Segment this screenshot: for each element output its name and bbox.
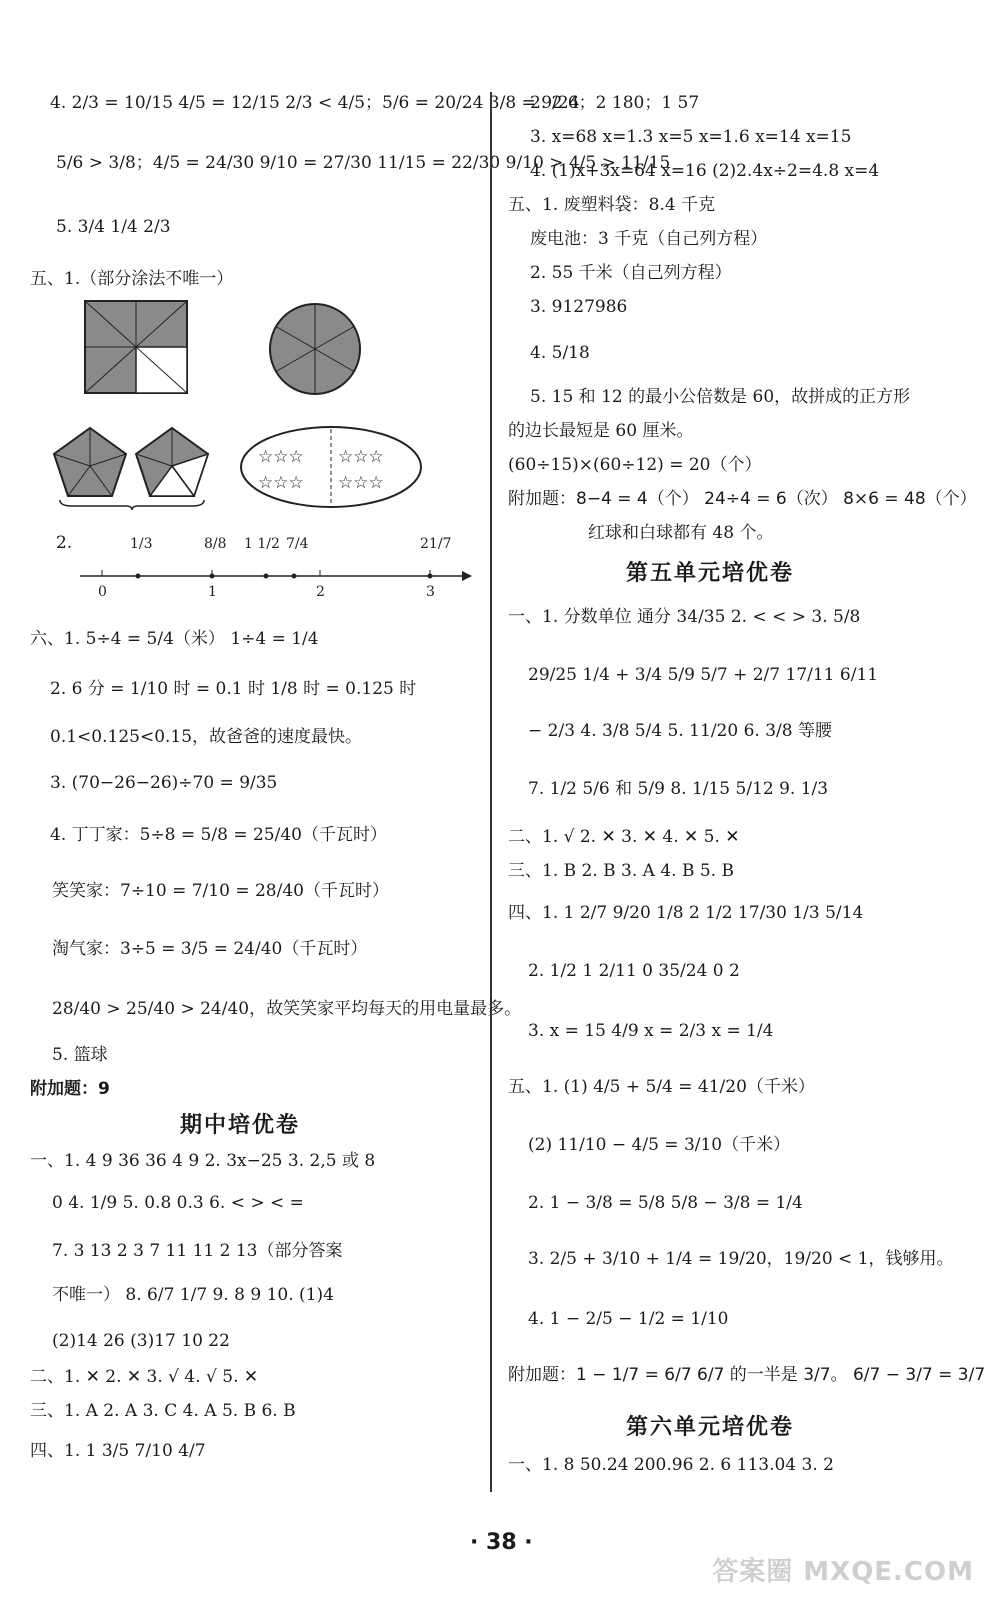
mark-1-1-2: 1 1/2 xyxy=(244,536,280,552)
answer-line: − 2/3 4. 3/8 5/4 5. 11/20 6. 3/8 等腰 xyxy=(528,721,832,741)
answer-line: 五、1. 废塑料袋：8.4 千克 xyxy=(508,195,716,215)
star-row: ☆☆☆ xyxy=(338,447,384,467)
answer-line: 5/6 > 3/8；4/5 = 24/30 9/10 = 27/30 11/15 = 22/30 9/10 > 4/5 > 11/15 xyxy=(56,153,671,173)
mark-1-3: 1/3 xyxy=(130,536,153,552)
answer-line: 3. x=68 x=1.3 x=5 x=1.6 x=14 x=15 xyxy=(530,127,852,147)
answer-line: 2. 1 − 3/8 = 5/8 5/8 − 3/8 = 1/4 xyxy=(528,1193,803,1213)
page-number: · 38 · xyxy=(470,1530,533,1555)
section-heading-unit5: 第五单元培优卷 xyxy=(626,561,795,586)
bonus-answer: 附加题：8−4 = 4（个） 24÷4 = 6（次） 8×6 = 48（个） xyxy=(508,489,977,509)
shaded-circle-figure xyxy=(266,302,364,396)
answer-line: (60÷15)×(60÷12) = 20（个） xyxy=(508,455,762,475)
answer-line: 二、1. ✕ 2. ✕ 3. √ 4. √ 5. ✕ xyxy=(30,1367,259,1387)
star-row: ☆☆☆ xyxy=(258,447,304,467)
answer-line: 3. (70−26−26)÷70 = 9/35 xyxy=(50,773,278,793)
watermark-logo: 答案圈 MXQE.COM xyxy=(712,1557,974,1587)
answer-line: 四、1. 1 3/5 7/10 4/7 xyxy=(30,1441,206,1461)
shaded-pentagons-figure xyxy=(52,424,222,510)
answer-line: 三、1. A 2. A 3. C 4. A 5. B 6. B xyxy=(30,1401,296,1421)
answer-line: 淘气家：3÷5 = 3/5 = 24/40（千瓦时） xyxy=(52,939,368,959)
answer-line: 的边长最短是 60 厘米。 xyxy=(508,421,694,441)
answer-line: 一、1. 4 9 36 36 4 9 2. 3x−25 3. 2,5 或 8 xyxy=(30,1151,376,1171)
tick-label-0: 0 xyxy=(98,584,107,600)
answer-line: 四、1. 1 2/7 9/20 1/8 2 1/2 17/30 1/3 5/14 xyxy=(508,903,864,923)
answer-line: 5. 篮球 xyxy=(52,1045,108,1065)
answer-line: 29/25 1/4 + 3/4 5/9 5/7 + 2/7 17/11 6/11 xyxy=(528,665,879,685)
shaded-square-figure xyxy=(84,300,188,394)
column-divider xyxy=(490,92,492,1492)
star-row: ☆☆☆ xyxy=(338,473,384,493)
star-row: ☆☆☆ xyxy=(258,473,304,493)
answer-line: 二、1. √ 2. ✕ 3. ✕ 4. ✕ 5. ✕ xyxy=(508,827,740,847)
answer-line: 一、1. 分数单位 通分 34/35 2. < < > 3. 5/8 xyxy=(508,607,861,627)
answer-line: 废电池：3 千克（自己列方程） xyxy=(530,229,768,249)
answer-line: 2. 6 分 = 1/10 时 = 0.1 时 1/8 时 = 0.125 时 xyxy=(50,679,417,699)
answer-line: 红球和白球都有 48 个。 xyxy=(588,523,774,543)
numline-label: 2. xyxy=(56,533,73,553)
answer-line: 0 4. 1/9 5. 0.8 0.3 6. < > < = xyxy=(52,1193,304,1213)
answer-line: 4. 2/3 = 10/15 4/5 = 12/15 2/3 < 4/5；5/6 = 20/24 3/8 = 9/24 xyxy=(50,93,580,113)
section-title: 五、1.（部分涂法不唯一） xyxy=(30,269,234,289)
mark-21-7: 21/7 xyxy=(420,536,452,552)
answer-line: 4. 丁丁家：5÷8 = 5/8 = 25/40（千瓦时） xyxy=(50,825,387,845)
answer-line: 5. 3/4 1/4 2/3 xyxy=(56,217,171,237)
star-ellipse-figure xyxy=(238,424,424,510)
tick-label-1: 1 xyxy=(208,584,217,600)
answer-line: 一、1. 8 50.24 200.96 2. 6 113.04 3. 2 xyxy=(508,1455,834,1475)
answer-line: 笑笑家：7÷10 = 7/10 = 28/40（千瓦时） xyxy=(52,881,389,901)
answer-line: 3. x = 15 4/9 x = 2/3 x = 1/4 xyxy=(528,1021,774,1041)
answer-line: 7. 1/2 5/6 和 5/9 8. 1/15 5/12 9. 1/3 xyxy=(528,779,829,799)
tick-label-2: 2 xyxy=(316,584,325,600)
answer-line: 0.1<0.125<0.15，故爸爸的速度最快。 xyxy=(50,727,363,747)
top-faded-text xyxy=(560,6,567,22)
answer-line: 2. 55 千米（自己列方程） xyxy=(530,263,732,283)
tick-label-3: 3 xyxy=(426,584,435,600)
answer-line: 2. 2 6；2 180；1 57 xyxy=(530,93,700,113)
answer-line: 2. 1/2 1 2/11 0 35/24 0 2 xyxy=(528,961,740,981)
mark-8-8: 8/8 xyxy=(204,536,227,552)
number-line-figure xyxy=(74,524,474,604)
answer-line: 4. 1 − 2/5 − 1/2 = 1/10 xyxy=(528,1309,729,1329)
bonus-answer: 附加题：1 − 1/7 = 6/7 6/7 的一半是 3/7。 6/7 − 3/7 = 3/7 xyxy=(508,1365,986,1385)
answer-line: 7. 3 13 2 3 7 11 11 2 13（部分答案 xyxy=(52,1241,343,1261)
mark-7-4: 7/4 xyxy=(286,536,309,552)
answer-line: (2) 11/10 − 4/5 = 3/10（千米） xyxy=(528,1135,791,1155)
answer-line: 3. 9127986 xyxy=(530,297,628,317)
section-heading-unit6: 第六单元培优卷 xyxy=(626,1415,795,1440)
answer-line: 六、1. 5÷4 = 5/4（米） 1÷4 = 1/4 xyxy=(30,629,319,649)
answer-line: 4. (1)x+3x=64 x=16 (2)2.4x÷2=4.8 x=4 xyxy=(530,161,880,181)
answer-line: (2)14 26 (3)17 10 22 xyxy=(52,1331,230,1351)
answer-line: 4. 5/18 xyxy=(530,343,590,363)
answer-line: 不唯一） 8. 6/7 1/7 9. 8 9 10. (1)4 xyxy=(52,1285,334,1305)
answer-line: 三、1. B 2. B 3. A 4. B 5. B xyxy=(508,861,734,881)
answer-line: 5. 15 和 12 的最小公倍数是 60，故拼成的正方形 xyxy=(530,387,911,407)
answer-line: 3. 2/5 + 3/10 + 1/4 = 19/20，19/20 < 1，钱够用。 xyxy=(528,1249,954,1269)
bonus-answer: 附加题：9 xyxy=(30,1079,110,1099)
answer-line: 28/40 > 25/40 > 24/40，故笑笑家平均每天的用电量最多。 xyxy=(52,999,522,1019)
section-heading-midterm: 期中培优卷 xyxy=(180,1113,301,1138)
answer-line: 五、1. (1) 4/5 + 5/4 = 41/20（千米） xyxy=(508,1077,815,1097)
